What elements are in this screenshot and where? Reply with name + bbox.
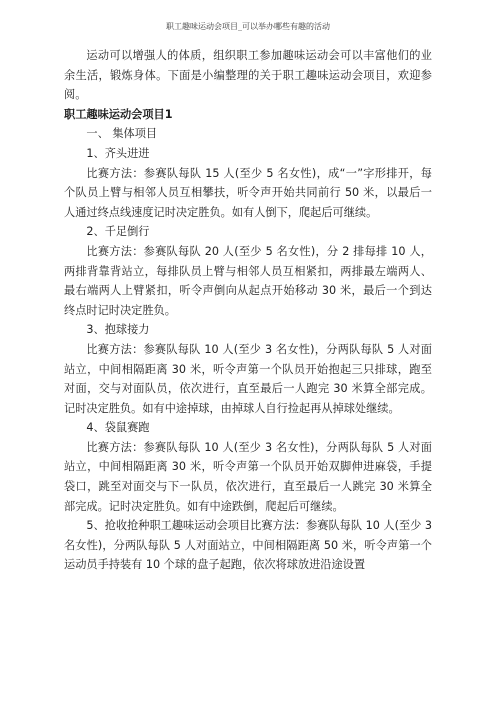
section-heading: 职工趣味运动会项目1 [64, 107, 173, 121]
item-rule: 比赛方法：参赛队每队 15 人(至少 5 名女性)，成“一”字形排开，每个队员上臂与相邻人员互相攀扶，听令声开始共同前行 50 米，以最后一人通过终点线速度记时决定胜负。如有人倒下，爬起后可继续。 [64, 166, 432, 219]
item-rule: 比赛方法：参赛队每队 20 人(至少 5 名女性)，分 2 排每排 10 人，两排背靠背站立，每排队员上臂与相邻人员互相紧扣，两排最左端两人、最右端两人上臂紧扣，听令声倒向从起点开始移动 30 米，最后一个到达终点时记时决定胜负。 [64, 244, 432, 317]
intro-paragraph: 运动可以增强人的体质，组织职工参加趣味运动会可以丰富他们的业余生活，锻炼身体。下面是小编整理的关于职工趣味运动会项目，欢迎参阅。 [64, 49, 432, 102]
category-heading: 一、 集体项目 [86, 127, 158, 141]
document-title: 职工趣味运动会项目_可以举办哪些有趣的活动 [166, 22, 330, 31]
item-title: 4、袋鼠赛跑 [86, 421, 150, 435]
item-rule: 比赛方法：参赛队每队 10 人(至少 3 名女性)，分两队每队 5 人对面站立，中间相隔距离 30 米，听令声第一个队员开始抱起三只排球，跑至对面，交与对面队员，依次进行，直至最后一人跑完 30 米算全部完成。记时决定胜负。如有中途掉球，由掉球人自行捡起再从掉球处继续。 [64, 342, 432, 415]
item-rule: 比赛方法：参赛队每队 10 人(至少 3 名女性)，分两队每队 5 人对面站立，中间相隔距离 30 米，听令声第一个队员开始双脚伸进麻袋，手提袋口，跳至对面交与下一队员，依次进行，直至最后一人跳完 30 米算全部完成。记时决定胜负。如有中途跌倒，爬起后可继续。 [64, 440, 432, 513]
item-title: 2、千足倒行 [86, 225, 150, 239]
item-title: 3、抱球接力 [86, 323, 150, 337]
item-five-paragraph: 5、抢收抢种职工趣味运动会项目比赛方法：参赛队每队 10 人(至少 3 名女性)，分两队每队 5 人对面站立，中间相隔距离 50 米，听令声第一个运动员手持装有 10 个球的盘子起跑，依次将球放进沿途设置 [64, 519, 432, 572]
item-title: 1、齐头进进 [86, 146, 150, 160]
